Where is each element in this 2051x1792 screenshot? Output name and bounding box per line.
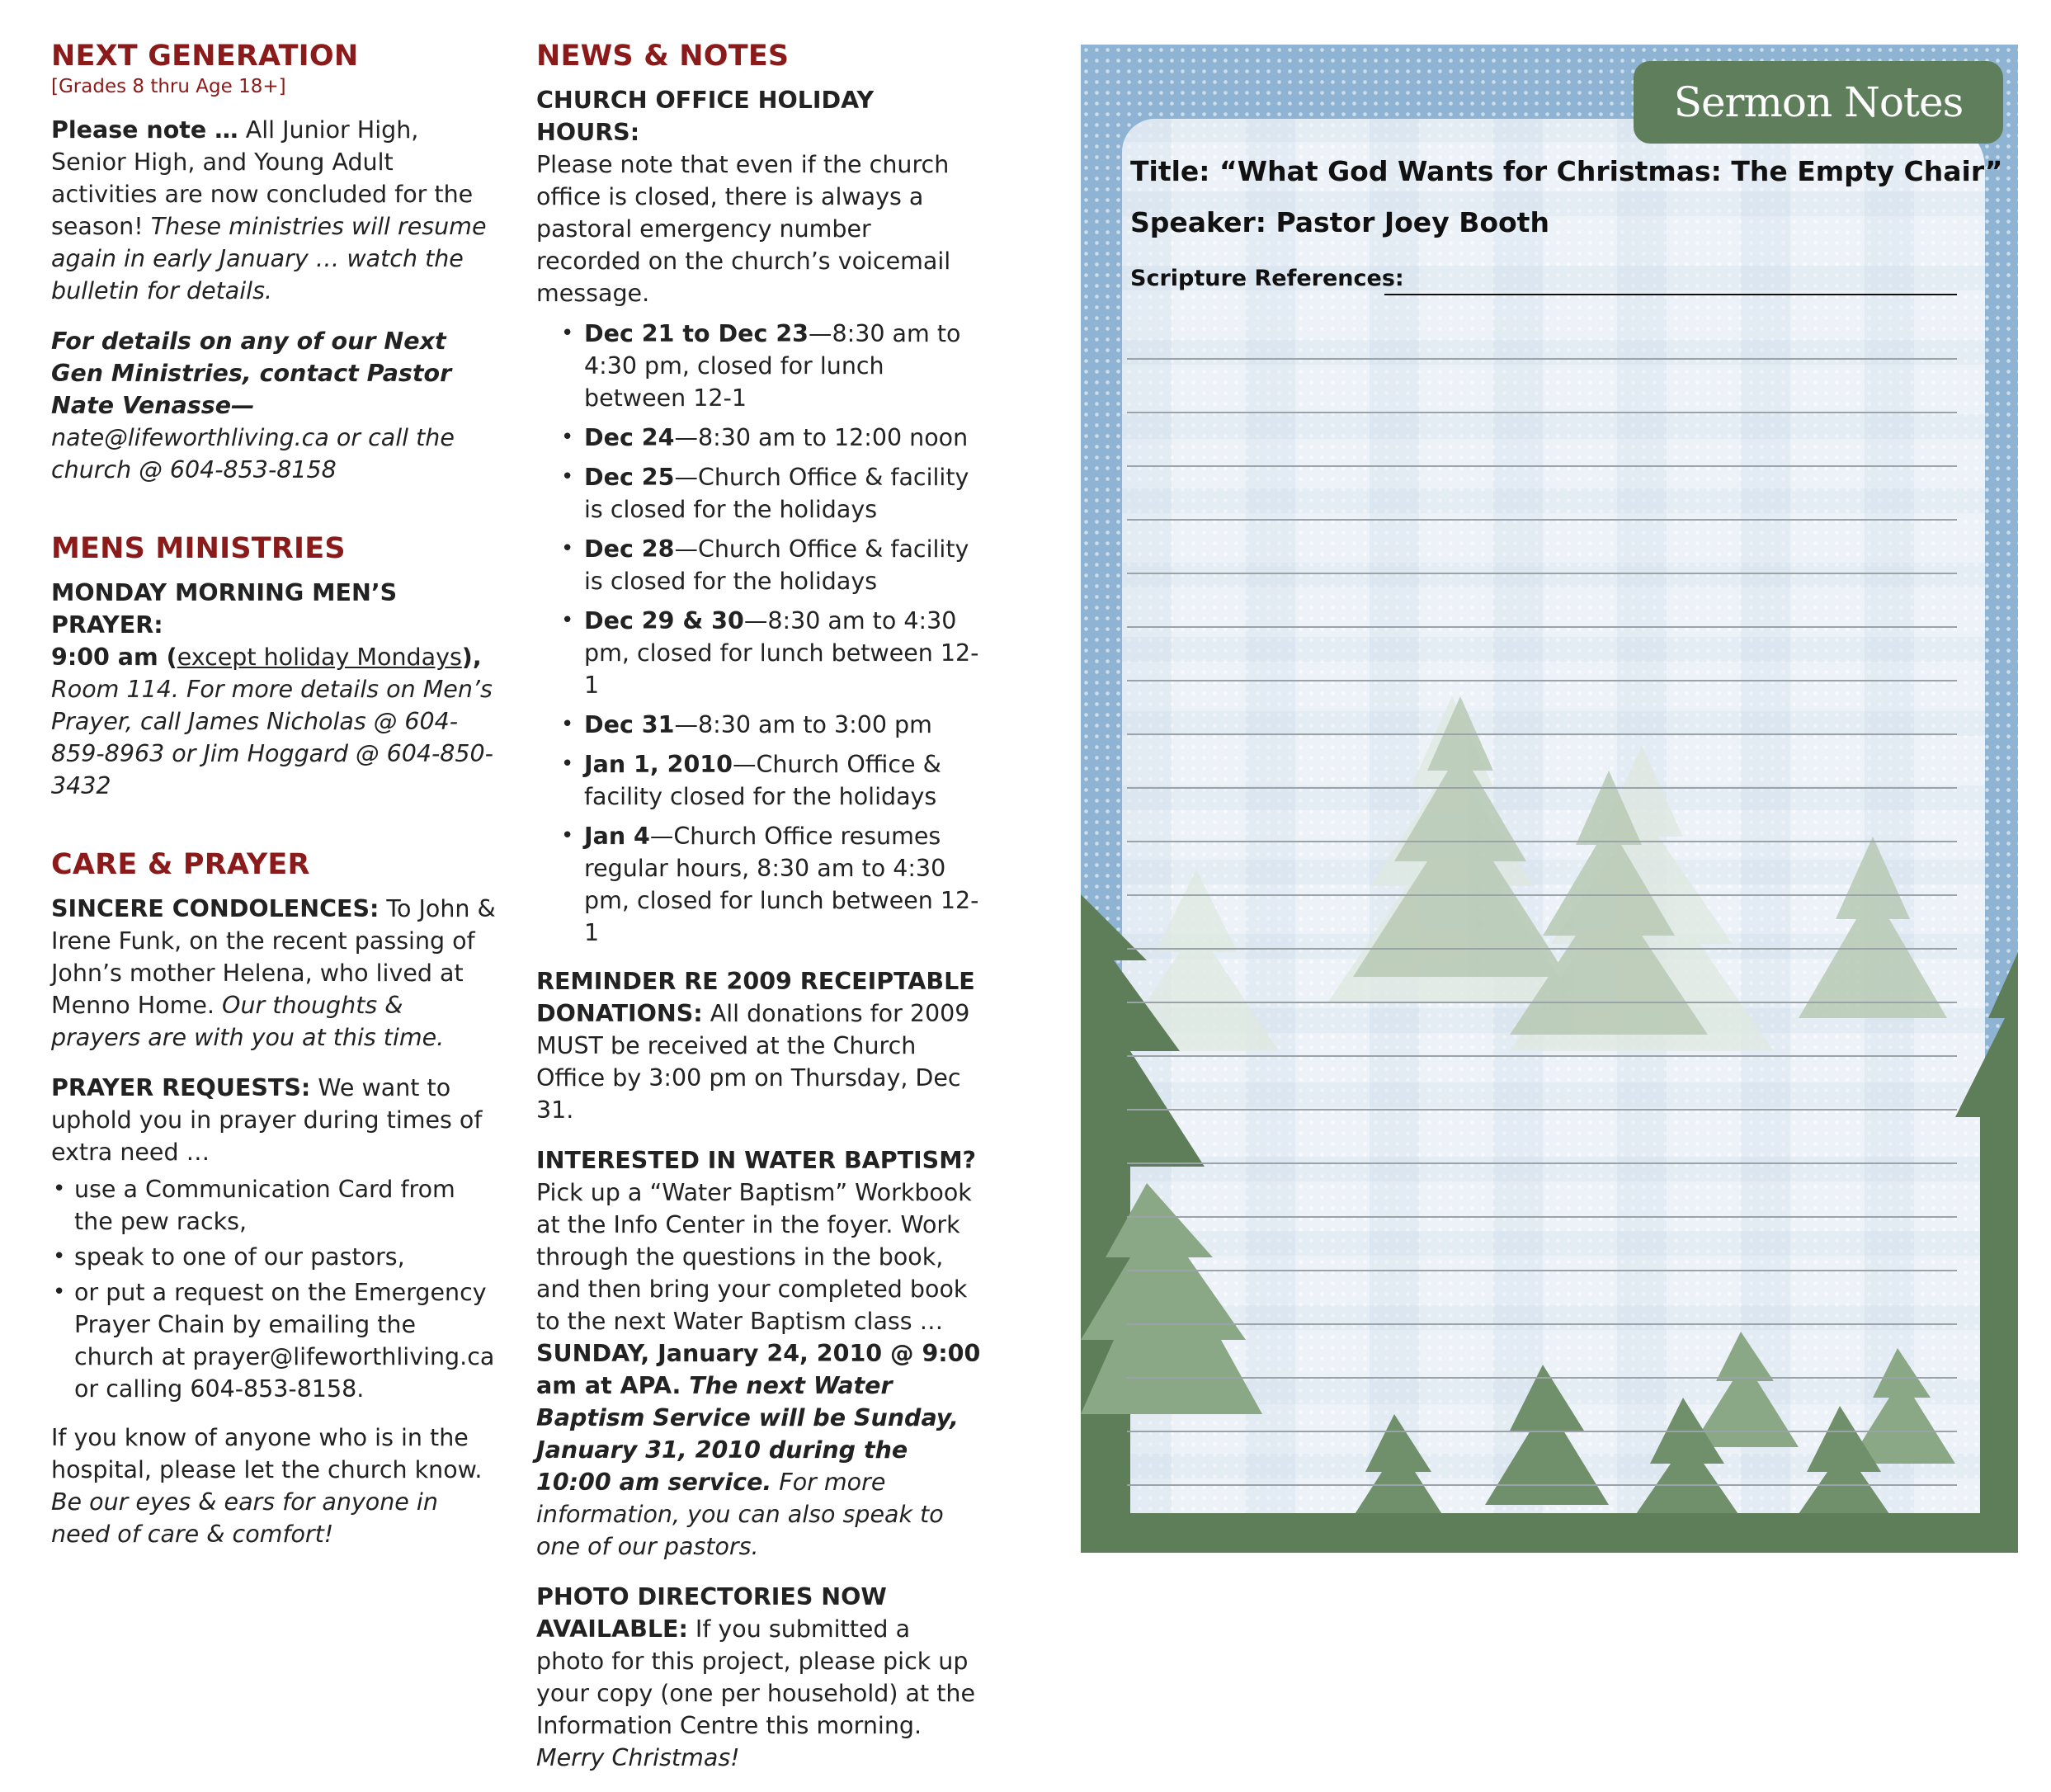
list-item — [536, 820, 982, 949]
hospital-note — [51, 1422, 497, 1550]
hours-text: —Church Office resumes regular hours, 8:30 am to 4:30 pm, closed for lunch between 12-1 — [584, 823, 979, 946]
photo-lead: PHOTO DIRECTORIES NOW AVAILABLE: — [536, 1583, 887, 1643]
contact-text: nate@lifeworthliving.ca or call the church @ 604-853-8158 — [51, 424, 455, 483]
sermon-title: Title: “What God Wants for Christmas: The Empty Chair” — [1130, 155, 2003, 187]
condolences-text: To John & Irene Funk, on the recent passing of John’s mother Helena, who lived at Menno Home. — [51, 895, 496, 1019]
writing-line[interactable] — [1127, 1002, 1957, 1003]
list-item — [536, 461, 982, 526]
list-item: • speak to one of our pastors, — [51, 1241, 497, 1273]
writing-line[interactable] — [1127, 948, 1957, 950]
hours-date: Jan 1, 2010 — [584, 751, 733, 778]
condolences-italic: Our thoughts & prayers are with you at this time. — [51, 992, 445, 1051]
writing-line[interactable] — [1127, 1162, 1957, 1164]
photo-text: If you submitted a photo for this project, please pick up your copy (one per household) at the Information Centre this morning. — [536, 1615, 975, 1739]
list-item — [536, 605, 982, 701]
note-text: All Junior High, Senior High, and Young Adult activities are now concluded for the season! — [51, 116, 474, 240]
writing-line[interactable] — [1127, 680, 1957, 681]
writing-line[interactable] — [1127, 412, 1957, 413]
requests-lead: PRAYER REQUESTS: — [51, 1074, 311, 1101]
writing-line[interactable] — [1127, 1216, 1957, 1218]
care-prayer-section — [51, 848, 497, 1550]
hours-date: Dec 28 — [584, 535, 675, 563]
hours-date: Jan 4 — [584, 823, 650, 850]
writing-line[interactable] — [1127, 358, 1957, 360]
writing-line[interactable] — [1127, 626, 1957, 628]
writing-line[interactable] — [1127, 1377, 1957, 1379]
sermon-notes-panel — [1081, 45, 2018, 1553]
hours-date: Dec 31 — [584, 711, 675, 738]
list-item — [536, 709, 982, 741]
list-item: • or put a request on the Emergency Prayer Chain by emailing the church at prayer@lifeworthliving.ca or calling 604-853-8158. — [51, 1276, 497, 1405]
hours-date: Dec 24 — [584, 424, 675, 451]
baptism-date: SUNDAY, January 24, 2010 @ 9:00 am at APA. — [536, 1340, 981, 1399]
donations-reminder — [536, 965, 982, 1126]
baptism-more: For more information, you can also speak to one of our pastors. — [536, 1469, 944, 1560]
hours-text: —8:30 am to 3:00 pm — [674, 711, 932, 738]
list-item — [536, 748, 982, 813]
hospital-italic: Be our eyes & ears for anyone in need of care & comfort! — [51, 1488, 438, 1548]
mens-prayer — [51, 577, 497, 802]
section-subtitle: [Grades 8 thru Age 18+] — [51, 76, 286, 97]
condolences-lead: SINCERE CONDOLENCES: — [51, 895, 380, 922]
section-title: NEXT GENERATION — [51, 40, 359, 73]
office-hours-intro — [536, 84, 982, 309]
baptism-service: The next Water Baptism Service will be Sunday, January 31, 2010 during the 10:00 am service. — [536, 1372, 959, 1496]
requests-text: We want to uphold you in prayer during times of extra need … — [51, 1074, 483, 1166]
hospital-text: If you know of anyone who is in the hospital, please let the church know. — [51, 1424, 483, 1483]
next-generation-section — [51, 40, 497, 486]
hours-date: Dec 29 & 30 — [584, 607, 744, 634]
mens-details: Room 114. For more details on Men’s Prayer, call James Nicholas @ 604-859-8963 or Jim Hoggard @ 604-850-3432 — [51, 676, 493, 799]
photo-italic: Merry Christmas! — [536, 1744, 740, 1771]
list-item: • use a Communication Card from the pew racks, — [51, 1173, 497, 1238]
note-lead: Please note … — [51, 116, 238, 144]
sermon-notes-tab: Sermon Notes — [1634, 61, 2003, 144]
next-gen-note — [51, 114, 497, 307]
donations-text: All donations for 2009 MUST be received at the Church Office by 3:00 pm on Thursday, Dec 31. — [536, 1000, 970, 1124]
mens-time-end: ), — [461, 644, 482, 671]
sermon-speaker: Speaker: Pastor Joey Booth — [1130, 206, 1549, 238]
next-gen-contact — [51, 325, 497, 486]
writing-line[interactable] — [1127, 1055, 1957, 1057]
hours-text: —8:30 am to 12:00 noon — [674, 424, 969, 451]
scripture-references-field[interactable] — [1384, 294, 1957, 295]
condolences — [51, 893, 497, 1054]
hours-text: —Church Office & facility is closed for the holidays — [584, 464, 969, 523]
hours-date: Dec 25 — [584, 464, 675, 491]
office-heading: CHURCH OFFICE HOLIDAY HOURS: — [536, 87, 875, 146]
hours-text: —Church Office & facility is closed for the holidays — [584, 535, 969, 595]
office-text: Please note that even if the church office is closed, there is always a pastoral emergency number recorded on the church’s voicemail message. — [536, 151, 951, 307]
writing-line[interactable] — [1127, 841, 1957, 842]
list-item — [536, 533, 982, 597]
hours-text: —8:30 am to 4:30 pm, closed for lunch between 12-1 — [584, 320, 961, 412]
scripture-references-label: Scripture References: — [1130, 266, 1404, 291]
writing-line[interactable] — [1127, 894, 1957, 896]
prayer-requests — [51, 1072, 497, 1168]
section-title: MENS MINISTRIES — [51, 532, 346, 565]
mens-heading: MONDAY MORNING MEN’S PRAYER: — [51, 579, 398, 639]
baptism-lead: INTERESTED IN WATER BAPTISM? — [536, 1147, 977, 1174]
section-title: NEWS & NOTES — [536, 40, 790, 73]
donations-lead: REMINDER RE 2009 RECEIPTABLE DONATIONS: — [536, 968, 975, 1027]
baptism-text: Pick up a “Water Baptism” Workbook at the Info Center in the foyer. Work through the questions in the book, and then bring your completed book to the next Water Baptism class … — [536, 1179, 972, 1335]
requests-list — [51, 1173, 497, 1405]
list-item — [536, 318, 982, 414]
photo-directories — [536, 1581, 982, 1774]
note-italic: These ministries will resume again in early January … watch the bulletin for details. — [51, 213, 487, 304]
mens-time: 9:00 am ( — [51, 644, 177, 671]
middle-column — [536, 40, 982, 1792]
hours-text: —8:30 am to 4:30 pm, closed for lunch between 12-1 — [584, 607, 979, 699]
writing-line[interactable] — [1127, 465, 1957, 467]
hours-date: Dec 21 to Dec 23 — [584, 320, 809, 347]
writing-line[interactable] — [1127, 519, 1957, 521]
left-column — [51, 40, 497, 1568]
writing-line[interactable] — [1127, 733, 1957, 735]
mens-ministries-section — [51, 532, 497, 802]
writing-line[interactable] — [1127, 1270, 1957, 1271]
list-item — [536, 422, 982, 454]
hours-text: —Church Office & facility closed for the holidays — [584, 751, 941, 810]
writing-line[interactable] — [1127, 787, 1957, 789]
section-title: CARE & PRAYER — [51, 848, 310, 881]
mens-except: except holiday Mondays — [177, 644, 462, 671]
water-baptism — [536, 1144, 982, 1563]
writing-line[interactable] — [1127, 1323, 1957, 1325]
writing-line[interactable] — [1127, 1484, 1957, 1486]
contact-lead: For details on any of our Next Gen Ministries, contact Pastor Nate Venasse— — [51, 328, 452, 419]
holiday-hours-list — [536, 318, 982, 949]
writing-line[interactable] — [1127, 573, 1957, 574]
writing-line[interactable] — [1127, 1431, 1957, 1432]
writing-line[interactable] — [1127, 1109, 1957, 1111]
